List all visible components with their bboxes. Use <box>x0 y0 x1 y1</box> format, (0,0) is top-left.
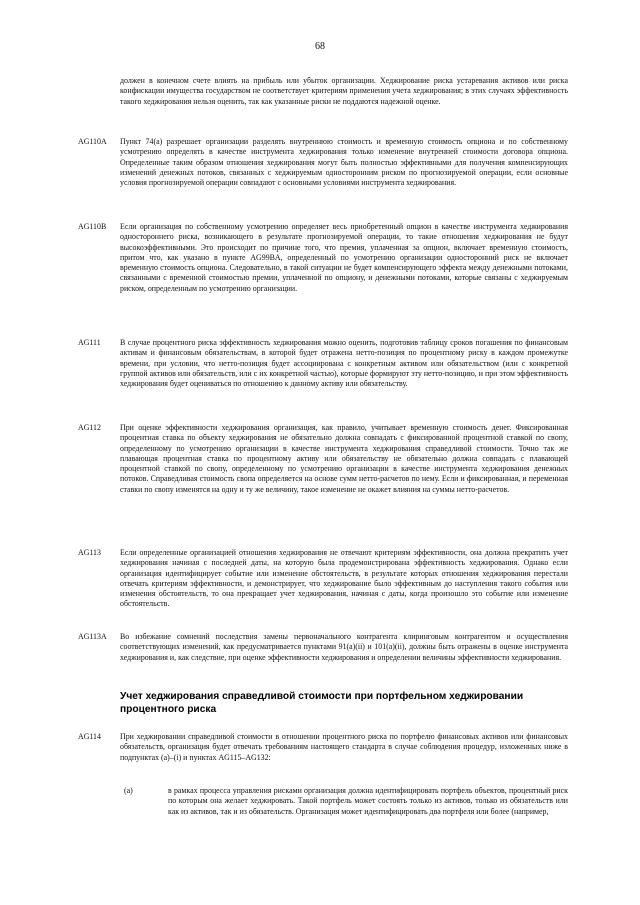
paragraph-label-ag110b: AG110B <box>78 222 107 231</box>
paragraph-ag110a: Пункт 74(a) разрешает организации разделять внутреннюю стоимость и временную стоимость опциона и по собственному усмотрению определять в качестве инструмента хеджирования только изменение внутренней стоимости договора опциона. Определенные таким образом отношения хеджирования могут быть полностью эффективными для получения компенсирующих изменений денежных потоков, связанных с хеджируемым односторонним риском по прогнозируемой операции, если основные условия прогнозируемой операции совпадают с основными условиями инструмента хеджирования. <box>120 137 568 188</box>
paragraph-label-ag112: AG112 <box>78 423 101 432</box>
subitem-label-a: (a) <box>124 786 133 795</box>
paragraph-ag112: При оценке эффективности хеджирования организация, как правило, учитывает временную стоимость денег. Фиксированная процентная ставка по объекту хеджирования не обязательно должна совпадать с фиксированной процентной ставкой по свопу, определенному по усмотрению организации в качестве инструмента хеджирования справедливой стоимости. Точно так же плавающая процентная ставка по процентному активу или обязательству не обязательно должна совпадать с плавающей процентной ставкой по свопу, определенному по усмотрению организации в качестве инструмента хеджирования денежных потоков. Справедливая стоимость свопа определяется на основе сумм нетто-расчетов по нему. Если и фиксированная, и переменная ставки по свопу изменятся на одну и ту же величину, такое изменение не окажет влияния на суммы нетто-расчетов. <box>120 423 568 494</box>
paragraph-label-ag113: AG113 <box>78 548 101 557</box>
subitem-a: в рамках процесса управления рисками организация должна идентифицировать портфель объектов, процентный риск по которым она желает хеджировать. Такой портфель может состоять только из активов, только из обязательств или как из активов, так и из обязательств. Организация может идентифицировать два портфеля или более (например, <box>168 786 568 816</box>
paragraph-ag113: Если определенные организацией отношения хеджирования не отвечают критериям эффективности, она должна прекратить учет хеджирования начиная с последней даты, на которую была продемонстрирована эффективность хеджирования. Однако если организация идентифицирует событие или изменение обстоятельств, в результате которых отношения хеджирования перестали отвечать критериям эффективности, и демонстрирует, что хеджирование было эффективным до наступления такого события или изменения обстоятельств, то она прекращает учет хеджирования, начиная с даты, когда произошло это событие или изменение обстоятельств. <box>120 548 568 609</box>
paragraph-ag110b: Если организация по собственному усмотрению определяет весь приобретенный опцион в качестве инструмента хеджирования одностороннего риска, возникающего в результате прогнозируемой операции, то такие отношения хеджирования не будут высокоэффективными. Это происходит по причине того, что премия, уплаченная за опцион, включает временную стоимость, притом что, как указано в пункте AG99BA, определенный по усмотрению организации односторонний риск не включает временную стоимость опциона. Следовательно, в такой ситуации не будет компенсирующего эффекта между денежными потоками, связанными с временной стоимостью премии, уплаченной по опциону, и денежными потоками, которые связаны с хеджируемым риском, определенным по усмотрению организации. <box>120 222 568 293</box>
paragraph-ag113a: Во избежание сомнений последствия замены первоначального контрагента клиринговым контрагентом и осуществления соответствующих изменений, как предусматривается пунктами 91(a)(ii) и 101(a)(ii), должны быть отражены в оценке инструмента хеджирования и, как следствие, при оценке эффективности хеджирования и определении величины эффективности хеджирования. <box>120 632 568 662</box>
paragraph-ag111: В случае процентного риска эффективность хеджирования можно оценить, подготовив таблицу сроков погашения по финансовым активам и финансовым обязательствам, в которой будет отражена нетто-позиция по процентному риску в каждом промежутке времени, при условии, что нетто-позиция будет ассоциирована с конкретным активом или обязательством (или с конкретной группой активов или обязательств, или с их конкретной частью), которые формируют эту нетто-позицию, и при этом эффективность хеджирования будет оцениваться по отношению к данному активу или обязательству. <box>120 338 568 389</box>
paragraph-label-ag114: AG114 <box>78 732 101 741</box>
page-number: 68 <box>315 41 325 52</box>
section-heading: Учет хеджирования справедливой стоимости при портфельном хеджировании процентного риска <box>120 691 524 715</box>
paragraph-label-ag111: AG111 <box>78 338 101 347</box>
paragraph-label-ag113a: AG113A <box>78 632 107 641</box>
paragraph-label-ag110a: AG110A <box>78 137 107 146</box>
paragraph-continuation: должен в конечном счете влиять на прибыль или убыток организации. Хеджирование риска устаревания активов или риска конфискации имущества государством не соответствует критериям применения учета хеджирования; в этих случаях эффективность такого хеджирования нельзя оценить, так как указанные риски не поддаются надежной оценке. <box>120 76 568 106</box>
paragraph-ag114: При хеджировании справедливой стоимости в отношении процентного риска по портфелю финансовых активов или финансовых обязательств, организация будет отвечать требованиям настоящего стандарта в случае соблюдения процедур, изложенных ниже в подпунктах (a)–(i) и пунктах AG115–AG132: <box>120 732 568 762</box>
